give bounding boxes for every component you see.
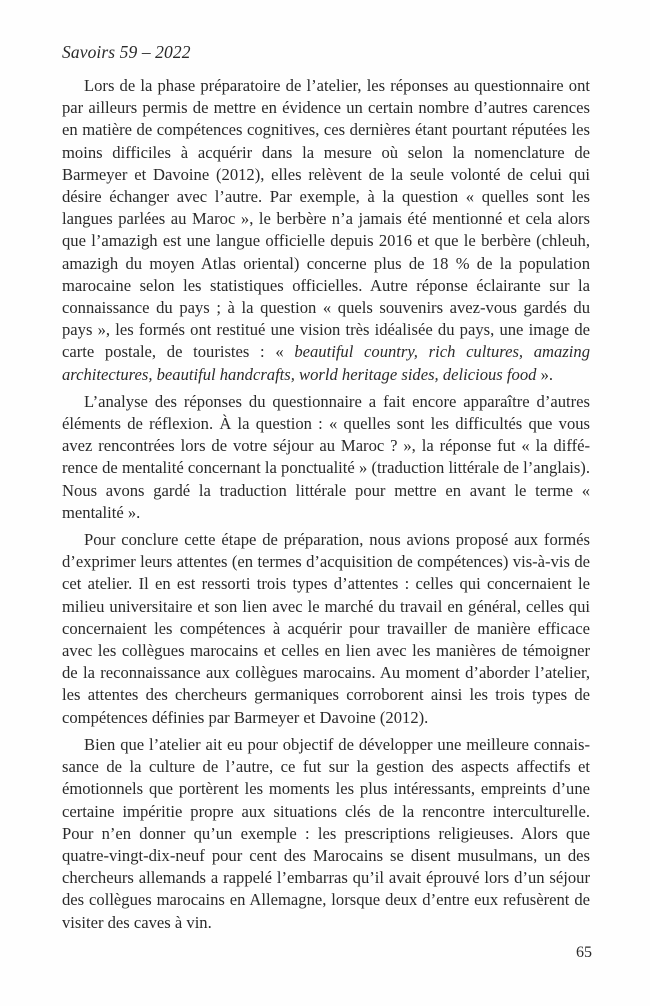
paragraph-4: Bien que l’atelier ait eu pour objectif de développer une meilleure connaissance de la culture de l’autre, ce fut sur la gestion des aspects affectifs et émotionnels que portèrent les moments les plus intéressants, empreints d’une certaine impéritie propre aux situations clés de la rencontre interculturelle. Pour n’en donner qu’un exemple : les prescriptions religieuses. Alors que quatre-vingt-dix-neuf pour cent des Marocains se disent musulmans, un des chercheurs allemands a rappelé l’embarras qu’il avait éprouvé lors d’un séjour des collègues marocains en Allemagne, lorsque deux d’entre eux refusèrent de visiter des caves à vin. xyxy=(62,734,590,932)
body-text xyxy=(62,75,590,939)
paragraph-2: L’analyse des réponses du questionnaire a fait encore apparaître d’autres éléments de réflexion. À la question : « quelles sont les difficultés que vous avez rencontrées lors de votre séjour au Maroc ? », la réponse fut « la différence de mentalité concernant la ponctualité » (traduction littérale de l’anglais). Nous avons gardé la traduction littérale pour mettre en avant le terme « mentalité ». xyxy=(62,391,590,522)
running-header: Savoirs 59 – 2022 xyxy=(62,42,191,62)
paragraph-1-italic-quote: beautiful country, rich cultures, amazing architectures, beautiful handcrafts, world heritage sides, delicious food xyxy=(62,342,590,384)
paragraph-1 xyxy=(62,75,590,386)
paragraph-1-text: Lors de la phase préparatoire de l’atelier, les réponses au questionnaire ont par ailleurs permis de mettre en évidence un certain nombre d’autres carences en matière de compétences cognitives, ces dernières étant pourtant réputées les moins difficiles à acquérir dans la mesure où selon la nomenclature de Barmeyer et Davoine (2012), elles relèvent de la seule volonté de celui qui désire échanger avec l’autre. Par exemple, à la question « quelles sont les langues parlées au Maroc », le berbère n’a jamais été mentionné et cela alors que l’amazigh est une langue officielle depuis 2016 et que le berbère (chleuh, amazigh du moyen Atlas oriental) concerne plus de 18 % de la population marocaine selon les statistiques officielles. Autre réponse éclairante sur la connaissance du pays ; à la question « quels souvenirs avez-vous gardés du pays », les formés ont restitué une vision très idéalisée du pays, une image de carte postale, de touristes : « xyxy=(62,76,590,362)
paragraph-1-text-end: ». xyxy=(536,364,554,384)
page-number: 65 xyxy=(576,944,592,961)
paragraph-3: Pour conclure cette étape de préparation, nous avions proposé aux formés d’exprimer leurs attentes (en termes d’acquisition de compétences) vis-à-vis de cet atelier. Il en est ressorti trois types d’attentes : celles qui concernaient le milieu universitaire et son lien avec le marché du travail en général, celles qui concernaient les compétences à acquérir pour travailler de manière efficace avec les collègues marocains et celles en lien avec les manières de témoigner de la reconnaissance aux collègues marocains. Au moment d’aborder l’atelier, les attentes des chercheurs germaniques corroborent ainsi les trois types de compétences définies par Barmeyer et Davoine (2012). xyxy=(62,530,590,727)
